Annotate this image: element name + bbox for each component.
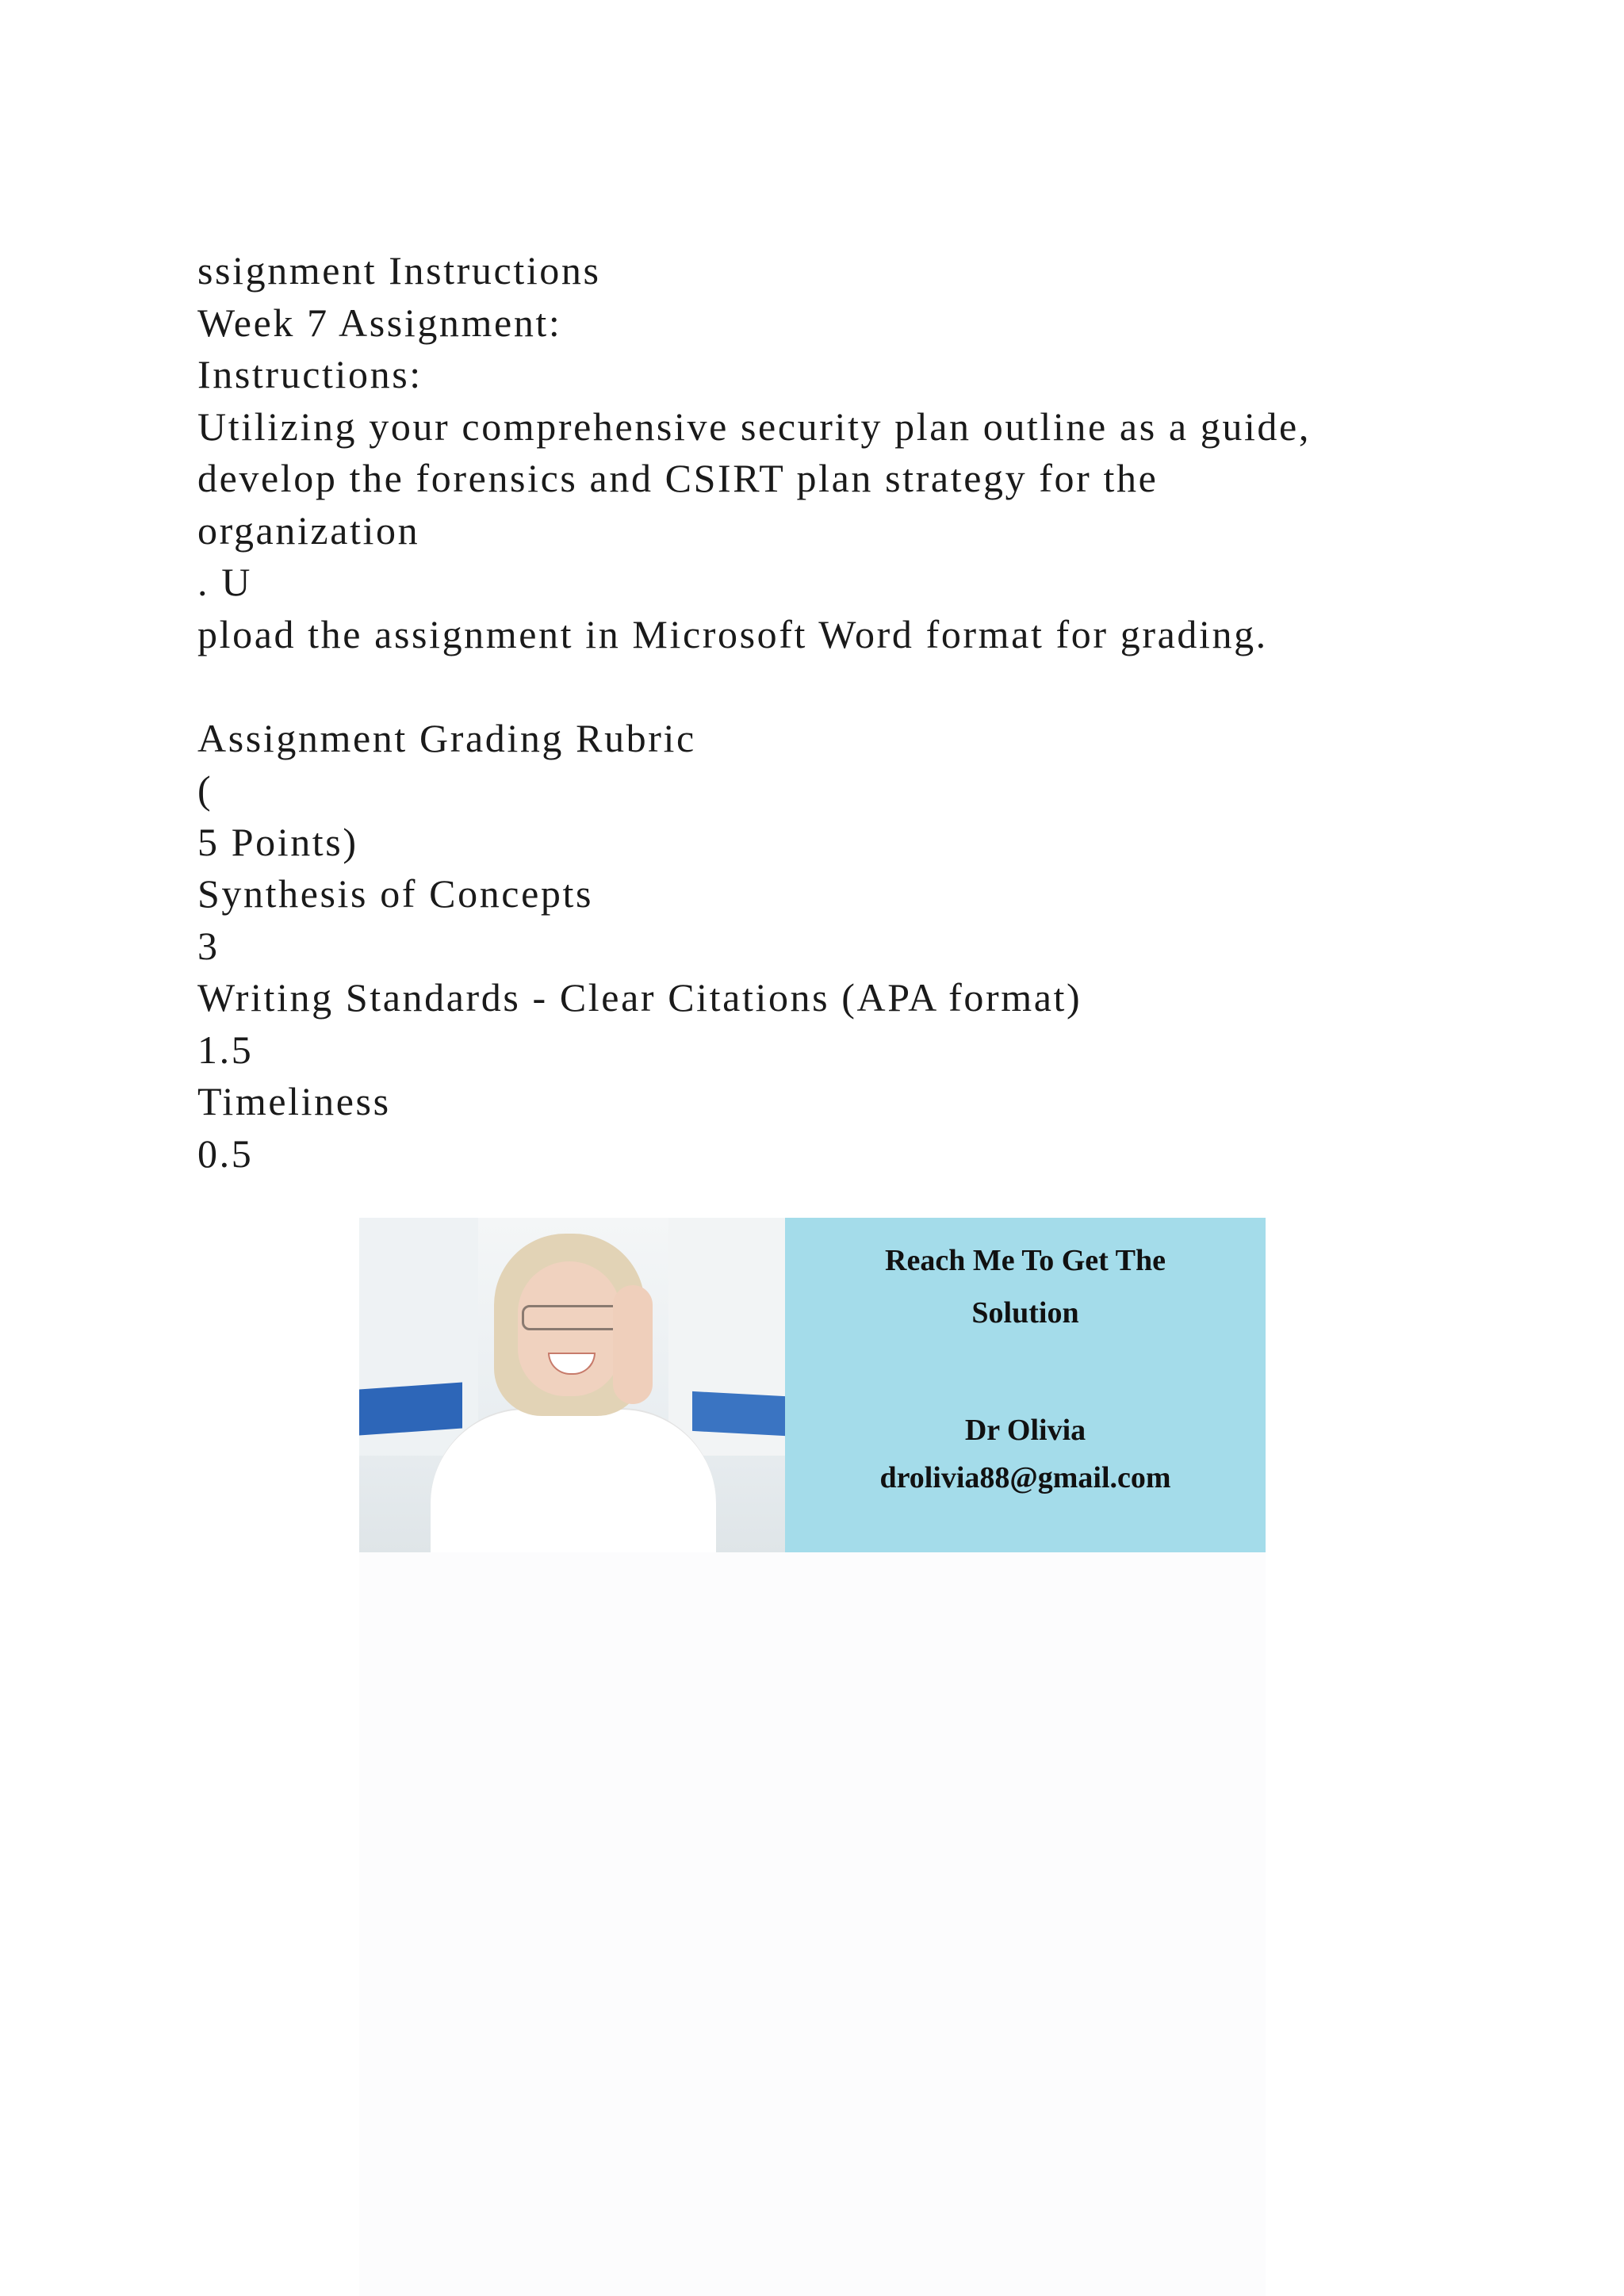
contact-email: drolivia88@gmail.com [879, 1461, 1171, 1494]
text-line: Week 7 Assignment: [197, 300, 562, 345]
text-line: . U [197, 560, 252, 604]
rubric-points: 0.5 [197, 1131, 254, 1176]
assignment-text [197, 245, 1545, 1180]
text-line: Instructions: [197, 352, 423, 396]
woman-photo [359, 1218, 785, 1552]
contact-banner [359, 1218, 1266, 1552]
banner-subheadline: Solution [971, 1296, 1079, 1330]
blank-line [197, 660, 1545, 713]
rubric-criterion: Synthesis of Concepts [197, 871, 594, 916]
contact-name: Dr Olivia [964, 1414, 1086, 1447]
rubric-criterion: Writing Standards - Clear Citations (APA format) [197, 975, 1082, 1020]
banner-headline: Reach Me To Get The [885, 1244, 1166, 1277]
text-line: develop the forensics and CSIRT plan strategy for the [197, 456, 1159, 500]
rubric-points: 1.5 [197, 1027, 254, 1072]
text-line: pload the assignment in Microsoft Word format for grading. [197, 611, 1268, 656]
rubric-total-points: 5 Points) [197, 819, 358, 864]
text-line: Utilizing your comprehensive security plan outline as a guide, [197, 404, 1311, 449]
rubric-criterion: Timeliness [197, 1079, 391, 1123]
text-line: organization [197, 507, 420, 553]
rubric-heading: Assignment Grading Rubric [197, 715, 696, 760]
contact-panel [785, 1218, 1266, 1552]
rubric-points: 3 [197, 923, 220, 968]
page-lower-shade [359, 1552, 1266, 2296]
text-line: ssignment Instructions [197, 248, 601, 293]
text-line: ( [197, 767, 213, 812]
